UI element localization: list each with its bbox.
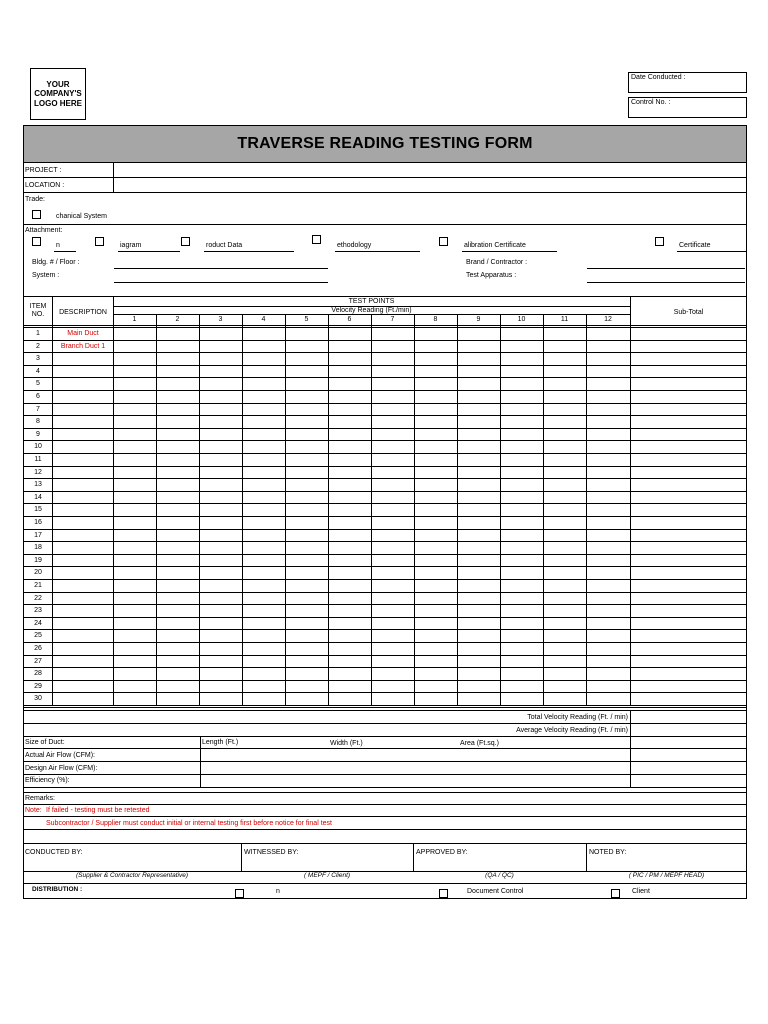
company-logo: YOUR COMPANY'S LOGO HERE xyxy=(30,68,86,120)
note-subcontractor: Subcontractor / Supplier must conduct initial or internal testing first before notice for final test xyxy=(46,820,332,827)
item-number: 11 xyxy=(34,456,42,463)
attachment-checkbox-3[interactable] xyxy=(181,237,190,246)
item-number: 8 xyxy=(36,418,40,425)
attachment-checkbox-1[interactable] xyxy=(32,237,41,246)
test-apparatus-input[interactable] xyxy=(587,282,745,283)
item-number: 14 xyxy=(34,494,42,501)
approved-by-label: APPROVED BY: xyxy=(416,849,468,856)
note-label: Note: xyxy=(25,807,42,814)
witnessed-by-label: WITNESSED BY: xyxy=(244,849,299,856)
test-apparatus-label: Test Apparatus : xyxy=(466,272,517,279)
brand-contractor-input[interactable] xyxy=(587,268,745,269)
item-number: 20 xyxy=(34,569,42,576)
distribution-option-3: Client xyxy=(632,888,650,895)
project-input[interactable] xyxy=(115,164,745,176)
location-label: LOCATION : xyxy=(25,182,65,189)
distribution-label: DISTRIBUTION : xyxy=(32,886,83,893)
velocity-header: Velocity Reading (Ft./min) xyxy=(331,307,412,314)
bldg-floor-input[interactable] xyxy=(114,268,328,269)
system-label: System : xyxy=(32,272,60,279)
test-point-column-header: 5 xyxy=(304,316,309,323)
conducted-role: (Supplier & Contractor Representative) xyxy=(76,872,188,879)
description-header: DESCRIPTION xyxy=(59,309,107,316)
row-description[interactable]: Branch Duct 1 xyxy=(60,343,106,350)
item-number: 16 xyxy=(34,519,42,526)
distribution-option-1: n xyxy=(276,888,280,895)
item-number: 15 xyxy=(34,506,42,513)
trade-label: Trade: xyxy=(25,196,45,203)
distribution-checkbox-1[interactable] xyxy=(235,889,244,898)
attachment-option-4: ethodology xyxy=(337,242,372,249)
subtotal-header: Sub-Total xyxy=(673,309,704,316)
item-number: 30 xyxy=(34,695,42,702)
test-point-column-header: 8 xyxy=(433,316,438,323)
test-point-column-header: 10 xyxy=(517,316,526,323)
size-of-duct-label: Size of Duct: xyxy=(25,739,65,746)
distribution-checkbox-3[interactable] xyxy=(611,889,620,898)
attachment-option-5: alibration Certificate xyxy=(464,242,526,249)
item-no-header: ITEM NO. xyxy=(29,303,47,318)
brand-contractor-label: Brand / Contractor : xyxy=(466,259,528,266)
test-point-column-header: 11 xyxy=(560,316,569,323)
noted-by-label: NOTED BY: xyxy=(589,849,627,856)
item-number: 7 xyxy=(36,406,40,413)
title-bar xyxy=(23,125,747,163)
item-number: 27 xyxy=(34,658,42,665)
distribution-option-2: Document Control xyxy=(467,888,524,895)
test-point-column-header: 1 xyxy=(132,316,137,323)
item-number: 28 xyxy=(34,670,42,677)
noted-role: ( PIC / PM / MEPF HEAD) xyxy=(628,872,705,879)
distribution-checkbox-2[interactable] xyxy=(439,889,448,898)
attachment-option-1: n xyxy=(56,242,60,249)
attachment-checkbox-6[interactable] xyxy=(655,237,664,246)
test-point-column-header: 2 xyxy=(175,316,180,323)
item-number: 1 xyxy=(36,330,40,337)
test-point-column-header: 3 xyxy=(218,316,223,323)
attachment-option-6: Certificate xyxy=(679,242,711,249)
test-point-column-header: 7 xyxy=(390,316,395,323)
item-number: 21 xyxy=(34,582,42,589)
note-retest: If failed - testing must be retested xyxy=(46,807,150,814)
item-number: 19 xyxy=(34,557,42,564)
total-velocity-value[interactable] xyxy=(631,711,746,723)
item-number: 10 xyxy=(34,443,42,450)
efficiency-label: Efficiency (%): xyxy=(25,777,70,784)
item-number: 26 xyxy=(34,645,42,652)
item-number: 18 xyxy=(34,544,42,551)
test-point-column-header: 6 xyxy=(347,316,352,323)
approved-role: (QA / QC) xyxy=(485,872,514,879)
item-number: 6 xyxy=(36,393,40,400)
conducted-by-label: CONDUCTED BY: xyxy=(25,849,83,856)
item-number: 23 xyxy=(34,607,42,614)
attachment-checkbox-5[interactable] xyxy=(439,237,448,246)
test-point-column-header: 4 xyxy=(261,316,266,323)
item-number: 5 xyxy=(36,380,40,387)
item-number: 17 xyxy=(34,532,42,539)
bldg-floor-label: Bldg. # / Floor : xyxy=(32,259,80,266)
item-number: 22 xyxy=(34,595,42,602)
attachment-label: Attachment: xyxy=(25,227,63,234)
attachment-option-3: roduct Data xyxy=(206,242,243,249)
average-velocity-value[interactable] xyxy=(631,724,746,736)
item-number: 12 xyxy=(34,469,42,476)
length-label: Length (Ft.) xyxy=(202,739,239,746)
row-description[interactable]: Main Duct xyxy=(67,330,99,337)
actual-air-flow-label: Actual Air Flow (CFM): xyxy=(25,752,96,759)
item-number: 9 xyxy=(36,431,40,438)
test-points-header: TEST POINTS xyxy=(348,298,395,305)
test-point-column-header: 12 xyxy=(604,316,612,323)
location-input[interactable] xyxy=(115,179,745,191)
project-label: PROJECT : xyxy=(25,167,62,174)
attachment-option-2: iagram xyxy=(120,242,142,249)
total-velocity-label: Total Velocity Reading (Ft. / min) xyxy=(527,714,628,721)
attachment-checkbox-4[interactable] xyxy=(312,235,321,244)
page-title: TRAVERSE READING TESTING FORM xyxy=(237,135,533,152)
witnessed-role: ( MEPF / Client) xyxy=(303,872,351,879)
item-number: 24 xyxy=(34,620,42,627)
area-label: Area (Ft.sq.) xyxy=(460,740,499,747)
item-number: 2 xyxy=(36,343,40,350)
trade-option-label: chanical System xyxy=(56,213,107,220)
test-point-column-header: 9 xyxy=(476,316,481,323)
item-number: 25 xyxy=(34,632,42,639)
item-number: 29 xyxy=(34,683,42,690)
attachment-checkbox-2[interactable] xyxy=(95,237,104,246)
average-velocity-label: Average Velocity Reading (Ft. / min) xyxy=(516,727,628,734)
width-label: Width (Ft.) xyxy=(330,740,363,747)
design-air-flow-label: Design Air Flow (CFM): xyxy=(25,765,98,772)
item-number: 4 xyxy=(36,368,40,375)
remarks-label: Remarks: xyxy=(25,795,55,802)
date-conducted-label: Date Conducted : xyxy=(631,74,686,81)
control-no-label: Control No. : xyxy=(631,99,671,106)
system-input[interactable] xyxy=(114,282,328,283)
item-number: 13 xyxy=(34,481,42,488)
trade-checkbox[interactable] xyxy=(32,210,41,219)
item-number: 3 xyxy=(36,355,40,362)
